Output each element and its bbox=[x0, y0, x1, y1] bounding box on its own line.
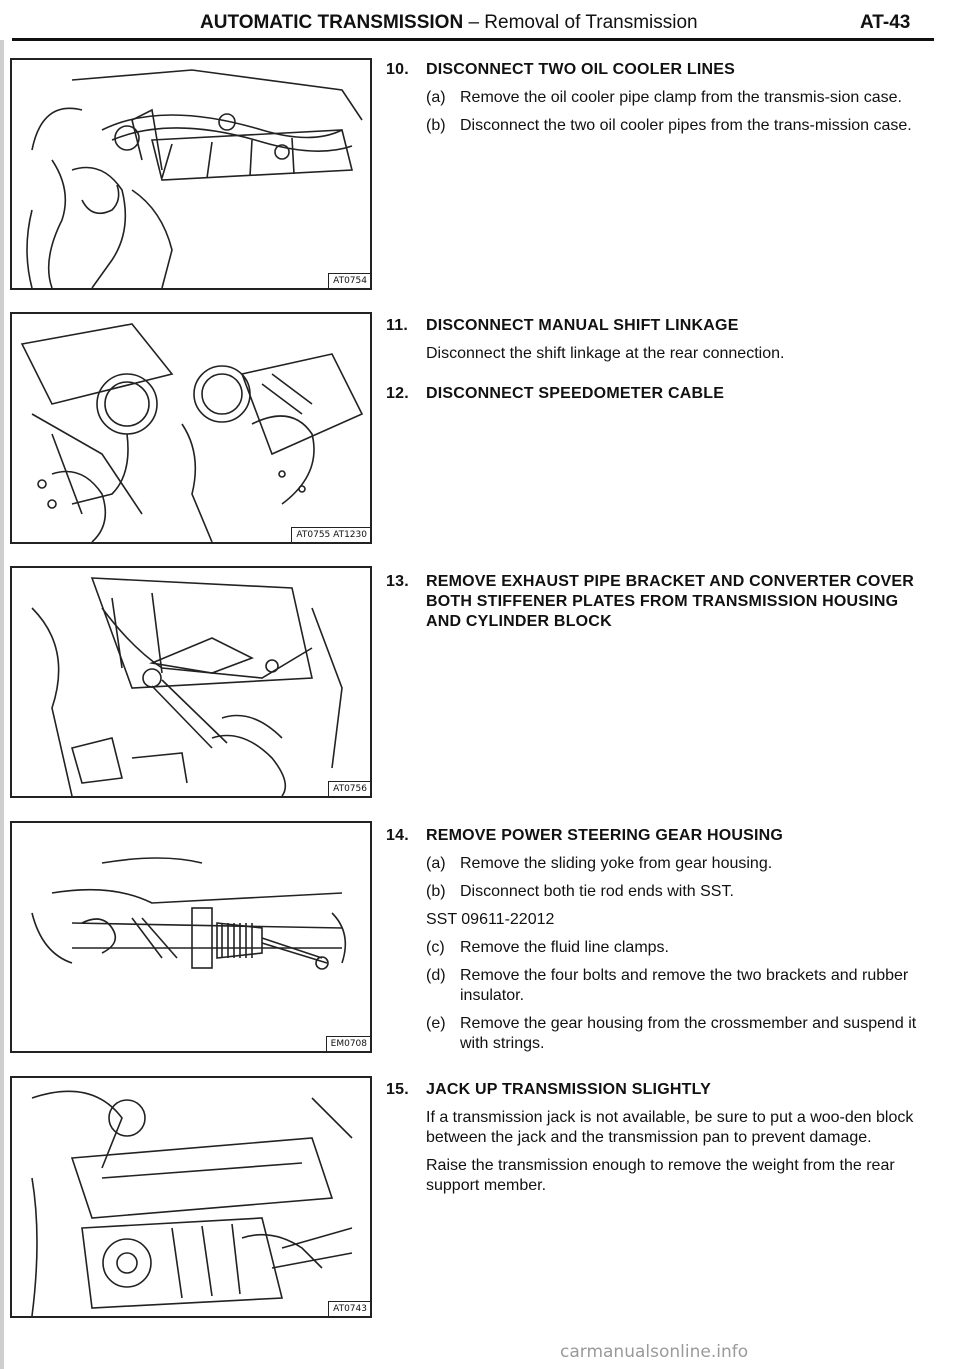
step-title: DISCONNECT TWO OIL COOLER LINES bbox=[426, 61, 736, 78]
step-14 bbox=[386, 826, 926, 1054]
steering-gear-drawing bbox=[12, 823, 370, 1051]
sub-step-label: (a) bbox=[426, 855, 446, 872]
figure-shift-linkage bbox=[10, 312, 372, 544]
step-13 bbox=[386, 572, 926, 632]
watermark: carmanualsonline.info bbox=[560, 1342, 749, 1362]
figure-code: EM0708 bbox=[326, 1036, 372, 1053]
step-paragraph: Raise the transmission enough to remove the weight from the rear support member. bbox=[426, 1157, 895, 1194]
figure-code: AT0756 bbox=[328, 781, 372, 798]
sub-step bbox=[426, 88, 926, 108]
sub-step-text: Remove the sliding yoke from gear housing. bbox=[460, 855, 773, 872]
step-11 bbox=[386, 316, 926, 364]
sub-step bbox=[426, 1014, 926, 1054]
sub-step-text: Disconnect both tie rod ends with SST. bbox=[460, 883, 734, 900]
step-number: 11. bbox=[386, 317, 408, 334]
page-header bbox=[0, 8, 960, 42]
figure-transmission-jack bbox=[10, 1076, 372, 1318]
step-title: DISCONNECT MANUAL SHIFT LINKAGE bbox=[426, 317, 739, 334]
step-title: REMOVE EXHAUST PIPE BRACKET AND CONVERTER COVER BOTH STIFFENER PLATES FROM TRANSMISSION HOUSING AND CYLINDER BLOCK bbox=[426, 573, 914, 630]
figure-code: AT0755 AT1230 bbox=[291, 527, 372, 544]
sub-step bbox=[426, 882, 926, 902]
sub-step bbox=[426, 854, 926, 874]
figure-oil-cooler-lines bbox=[10, 58, 372, 290]
step-10 bbox=[386, 60, 926, 136]
sub-step-label: (b) bbox=[426, 117, 446, 134]
header-title bbox=[200, 12, 698, 34]
step-title: JACK UP TRANSMISSION SLIGHTLY bbox=[426, 1081, 711, 1098]
step-paragraph: Disconnect the shift linkage at the rear connection. bbox=[426, 345, 785, 362]
header-title-rest: – Removal of Transmission bbox=[463, 12, 698, 33]
shift-linkage-drawing bbox=[12, 314, 370, 542]
sub-step-label: (b) bbox=[426, 883, 446, 900]
step-title: DISCONNECT SPEEDOMETER CABLE bbox=[426, 385, 725, 402]
sst-number: SST 09611-22012 bbox=[426, 911, 555, 928]
sub-step bbox=[426, 938, 926, 958]
header-title-bold: AUTOMATIC TRANSMISSION bbox=[200, 12, 464, 33]
figure-code: AT0754 bbox=[328, 273, 372, 290]
sub-step-text: Remove the fluid line clamps. bbox=[460, 939, 669, 956]
figure-steering-gear bbox=[10, 821, 372, 1053]
step-number: 13. bbox=[386, 573, 409, 590]
step-12 bbox=[386, 384, 926, 404]
sub-step-label: (a) bbox=[426, 89, 446, 106]
transmission-jack-drawing bbox=[12, 1078, 370, 1316]
sub-step-label: (c) bbox=[426, 939, 445, 956]
figure-exhaust-bracket bbox=[10, 566, 372, 798]
step-15 bbox=[386, 1080, 926, 1196]
sub-step-label: (d) bbox=[426, 967, 446, 984]
sub-step bbox=[426, 116, 926, 136]
step-number: 10. bbox=[386, 61, 409, 78]
step-title: REMOVE POWER STEERING GEAR HOUSING bbox=[426, 827, 784, 844]
step-number: 14. bbox=[386, 827, 409, 844]
sub-step-text: Remove the gear housing from the crossmember and suspend it with strings. bbox=[460, 1015, 917, 1052]
figure-code: AT0743 bbox=[328, 1301, 372, 1318]
step-number: 15. bbox=[386, 1081, 409, 1098]
sub-step-text: Remove the oil cooler pipe clamp from the transmis-sion case. bbox=[460, 89, 902, 106]
sub-step-text: Remove the four bolts and remove the two brackets and rubber insulator. bbox=[460, 967, 909, 1004]
page-number: AT-43 bbox=[860, 12, 911, 33]
binding-edge bbox=[0, 40, 4, 1369]
exhaust-bracket-drawing bbox=[12, 568, 370, 796]
step-number: 12. bbox=[386, 385, 409, 402]
sub-step bbox=[426, 966, 926, 1006]
header-rule bbox=[12, 38, 934, 41]
step-paragraph: If a transmission jack is not available, be sure to put a woo-den block between the jack and the transmission pan to prevent damage. bbox=[426, 1109, 914, 1146]
sub-step-label: (e) bbox=[426, 1015, 446, 1032]
sub-step-text: Disconnect the two oil cooler pipes from the trans-mission case. bbox=[460, 117, 912, 134]
oil-cooler-wrench-drawing bbox=[12, 60, 370, 288]
